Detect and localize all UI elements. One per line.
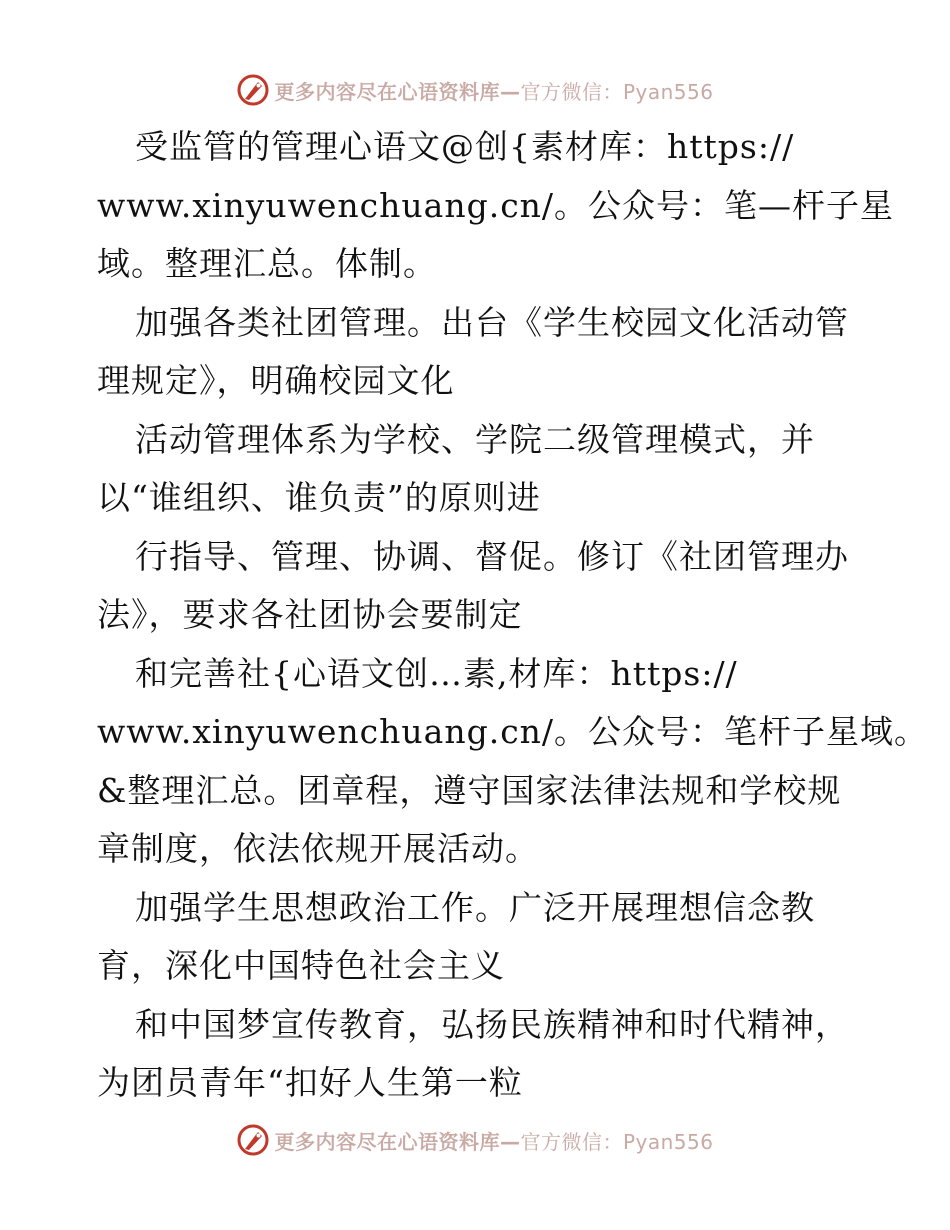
- body-line: www.xinyuwenchuang.cn/。公众号：笔—杆子星: [97, 185, 895, 225]
- body-line: www.xinyuwenchuang.cn/。公众号：笔杆子星域。: [97, 712, 929, 751]
- banner-text: [274, 1126, 713, 1155]
- body-line: 域。整理汇总。体制。: [97, 244, 437, 283]
- body-line: 育，深化中国特色社会主义: [97, 946, 505, 985]
- pen-nib-circle-logo-icon: [236, 73, 270, 107]
- body-line: 受监管的管理心语文@创{素材库：https://: [135, 127, 795, 166]
- body-line: 和完善社{心语文创…素,材库：https://: [135, 653, 738, 693]
- banner-main-text: 更多内容尽在心语资料库: [274, 79, 500, 104]
- body-line: 活动管理体系为学校、学院二级管理模式，并: [135, 419, 815, 459]
- body-line: 理规定》，明确校园文化: [97, 361, 455, 400]
- banner-main-text: 更多内容尽在心语资料库: [274, 1129, 500, 1154]
- body-line: 行指导、管理、协调、督促。修订《社团管理办: [135, 536, 849, 576]
- footer-banner: [0, 1120, 950, 1160]
- body-line: 章制度，依法依规开展活动。: [97, 829, 539, 868]
- banner-separator: —: [499, 79, 521, 104]
- body-line: &整理汇总。团章程，遵守国家法律法规和学校规: [97, 770, 842, 810]
- body-line: 法》，要求各社团协会要制定: [97, 595, 523, 634]
- body-line: 以“谁组织、谁负责”的原则进: [97, 478, 541, 517]
- header-banner: [0, 70, 950, 110]
- banner-wechat-text: 官方微信：Pyan556: [520, 1129, 714, 1154]
- body-line: 加强学生思想政治工作。广泛开展理想信念教: [135, 887, 815, 927]
- banner-separator: —: [499, 1129, 521, 1154]
- document-body: [97, 118, 929, 1113]
- body-line: 和中国梦宣传教育，弘扬民族精神和时代精神，: [135, 1004, 849, 1044]
- banner-wechat-text: 官方微信：Pyan556: [520, 79, 714, 104]
- body-line: 为团员青年“扣好人生第一粒: [97, 1063, 523, 1102]
- banner-text: [274, 76, 713, 105]
- body-line: 加强各类社团管理。出台《学生校园文化活动管: [135, 302, 849, 342]
- pen-nib-circle-logo-icon: [236, 1123, 270, 1157]
